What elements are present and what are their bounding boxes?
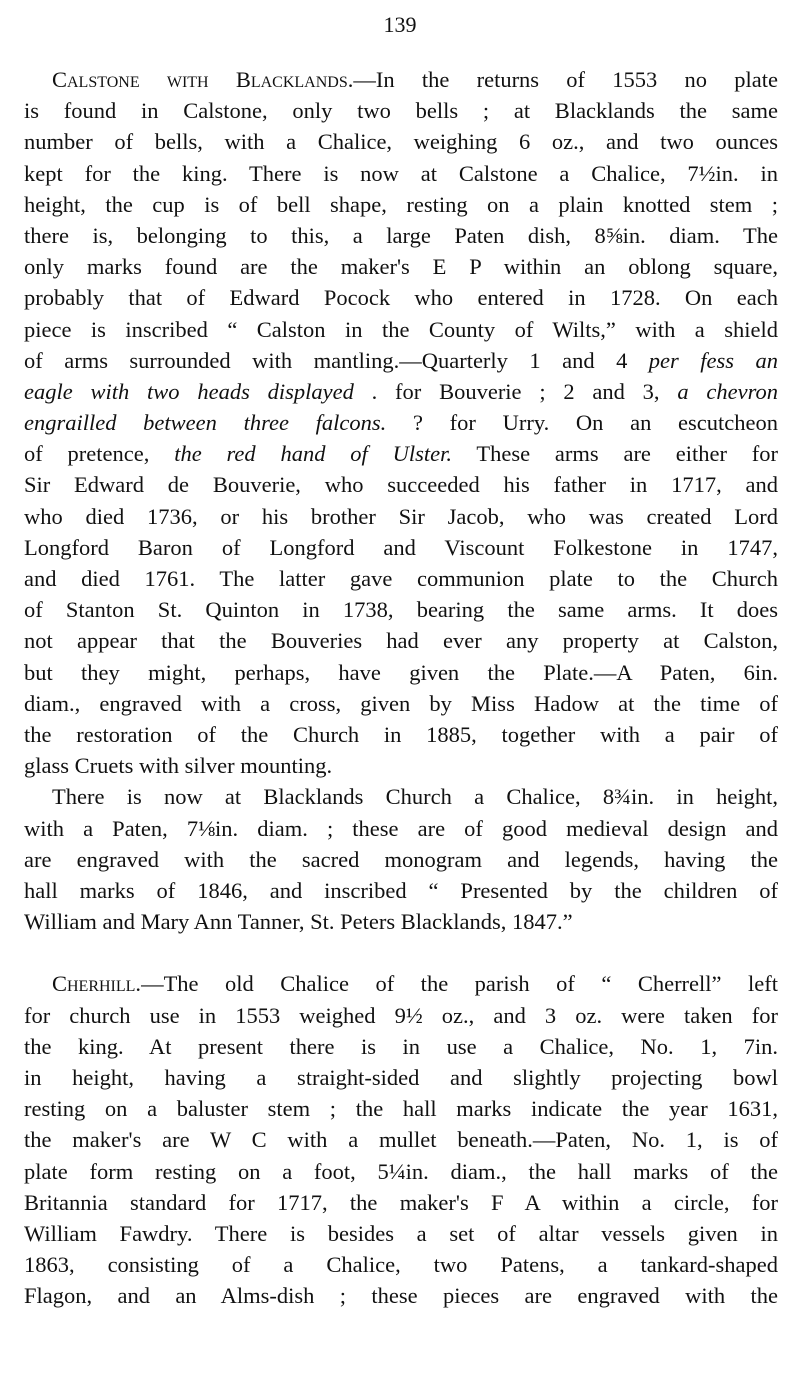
section-heading: Calstone with Blacklands.: [52, 67, 354, 92]
text-line: [24, 688, 778, 719]
text-line: [24, 189, 778, 220]
text-segment: —The old Chalice of the parish of “ Cherrell” left: [141, 971, 778, 997]
text-segment: is found in Calstone, only two bells ; at Blacklands the same: [24, 98, 778, 124]
text-line: [24, 407, 778, 438]
text-line: [24, 1156, 778, 1187]
text-line: [24, 1187, 778, 1218]
text-segment: for church use in 1553 weighed 9½ oz., and 3 oz. were taken for: [24, 1002, 778, 1028]
calstone-paragraph: [24, 64, 778, 781]
italic-text: engrailled between three falcons.: [24, 410, 387, 436]
text-segment: plate form resting on a foot, 5¼in. diam., the hall marks of the: [24, 1158, 778, 1184]
text-segment: the king. At present there is in use a Chalice, No. 1, 7in.: [24, 1033, 778, 1059]
text-line: [24, 251, 778, 282]
text-segment: not appear that the Bouveries had ever any property at Calston,: [24, 628, 778, 654]
text-line: [24, 875, 778, 906]
cherhill-paragraph: [24, 968, 778, 1311]
text-line: [24, 1093, 778, 1124]
text-segment: resting on a baluster stem ; the hall marks indicate the year 1631,: [24, 1096, 778, 1122]
text-segment: William and Mary Ann Tanner, St. Peters Blacklands, 1847.”: [24, 909, 573, 935]
text-segment: but they might, perhaps, have given the Plate.—A Paten, 6in.: [24, 659, 778, 685]
text-segment: number of bells, with a Chalice, weighing 6 oz., and two ounces: [24, 129, 778, 155]
text-segment: piece is inscribed “ Calston in the County of Wilts,” with a shield: [24, 316, 778, 342]
text-segment: —In the returns of 1553 no plate: [353, 67, 778, 92]
text-segment: the maker's are W C with a mullet beneath.—Paten, No. 1, is of: [24, 1127, 778, 1153]
text-line: [24, 906, 778, 937]
text-line: [24, 657, 778, 688]
text-segment: ? for Urry. On an escutcheon: [386, 410, 779, 436]
text-segment: with a Paten, 7⅛in. diam. ; these are of good medieval design and: [24, 815, 778, 841]
text-segment: of Stanton St. Quinton in 1738, bearing the same arms. It does: [24, 597, 778, 623]
text-segment: Britannia standard for 1717, the maker's F A within a circle, for: [24, 1189, 778, 1215]
italic-text: eagle with two heads displayed: [24, 378, 354, 404]
text-segment: hall marks of 1846, and inscribed “ Presented by the children of: [24, 877, 778, 903]
text-line: [24, 158, 778, 189]
text-line: [24, 1000, 778, 1031]
text-line: [24, 532, 778, 563]
text-line: [24, 1124, 778, 1155]
text-line: [24, 469, 778, 500]
text-line: [24, 1249, 778, 1280]
text-segment: William Fawdry. There is besides a set of altar vessels given in: [24, 1220, 778, 1246]
text-line: [24, 501, 778, 532]
text-segment: who died 1736, or his brother Sir Jacob, who was created Lord: [24, 503, 778, 529]
text-segment: Sir Edward de Bouverie, who succeeded his father in 1717, and: [24, 472, 778, 498]
text-segment: of arms surrounded with mantling.—Quarterly 1 and 4: [24, 347, 649, 373]
text-line: [24, 563, 778, 594]
blacklands-paragraph: [24, 781, 778, 937]
text-line: [24, 844, 778, 875]
text-segment: are engraved with the sacred monogram and legends, having the: [24, 846, 778, 872]
text-segment: 1863, consisting of a Chalice, two Patens, a tankard-shaped: [24, 1252, 778, 1278]
body-text: [24, 64, 778, 1312]
text-segment: and died 1761. The latter gave communion plate to the Church: [24, 566, 778, 591]
text-segment: probably that of Edward Pocock who entered in 1728. On each: [24, 285, 778, 311]
text-line: [24, 1031, 778, 1062]
text-line: [24, 594, 778, 625]
text-line: [24, 968, 778, 999]
text-line: [24, 126, 778, 157]
text-segment: in height, having a straight-sided and slightly projecting bowl: [24, 1065, 778, 1090]
paragraph-gap: [24, 937, 778, 968]
text-segment: there is, belonging to this, a large Paten dish, 8⅝in. diam. The: [24, 222, 778, 248]
text-segment: glass Cruets with silver mounting.: [24, 753, 333, 779]
text-segment: height, the cup is of bell shape, resting on a plain knotted stem ;: [24, 191, 778, 217]
text-segment: kept for the king. There is now at Calstone a Chalice, 7½in. in: [24, 160, 778, 186]
text-segment: These arms are either for: [451, 441, 778, 467]
italic-text: a chevron: [677, 378, 778, 404]
text-line: [24, 1062, 778, 1093]
text-line: [24, 625, 778, 656]
text-line: [24, 750, 778, 781]
text-line: [24, 1280, 778, 1311]
text-line: [24, 1218, 778, 1249]
italic-text: per fess an: [648, 347, 778, 373]
text-segment: the restoration of the Church in 1885, together with a pair of: [24, 721, 778, 747]
text-segment: diam., engraved with a cross, given by Miss Hadow at the time of: [24, 690, 778, 716]
text-line: [24, 314, 778, 345]
text-line: [24, 64, 778, 95]
text-line: [24, 345, 778, 376]
text-line: [24, 220, 778, 251]
text-line: [24, 376, 778, 407]
section-heading: Cherhill.: [52, 971, 142, 997]
text-line: [24, 719, 778, 750]
text-line: [24, 813, 778, 844]
text-segment: . for Bouverie ; 2 and 3,: [353, 378, 678, 404]
text-segment: Flagon, and an Alms-dish ; these pieces are engraved with the: [24, 1283, 778, 1309]
text-segment: only marks found are the maker's E P within an oblong square,: [24, 254, 778, 280]
text-line: [24, 282, 778, 313]
page-number: 139: [383, 12, 417, 37]
text-segment: Longford Baron of Longford and Viscount Folkestone in 1747,: [24, 534, 778, 560]
italic-text: the red hand of Ulster.: [174, 441, 452, 467]
text-line: [24, 95, 778, 126]
text-segment: There is now at Blacklands Church a Chalice, 8¾in. in height,: [52, 784, 778, 810]
text-segment: of pretence,: [24, 441, 175, 467]
text-line: [24, 781, 778, 812]
text-line: [24, 438, 778, 469]
